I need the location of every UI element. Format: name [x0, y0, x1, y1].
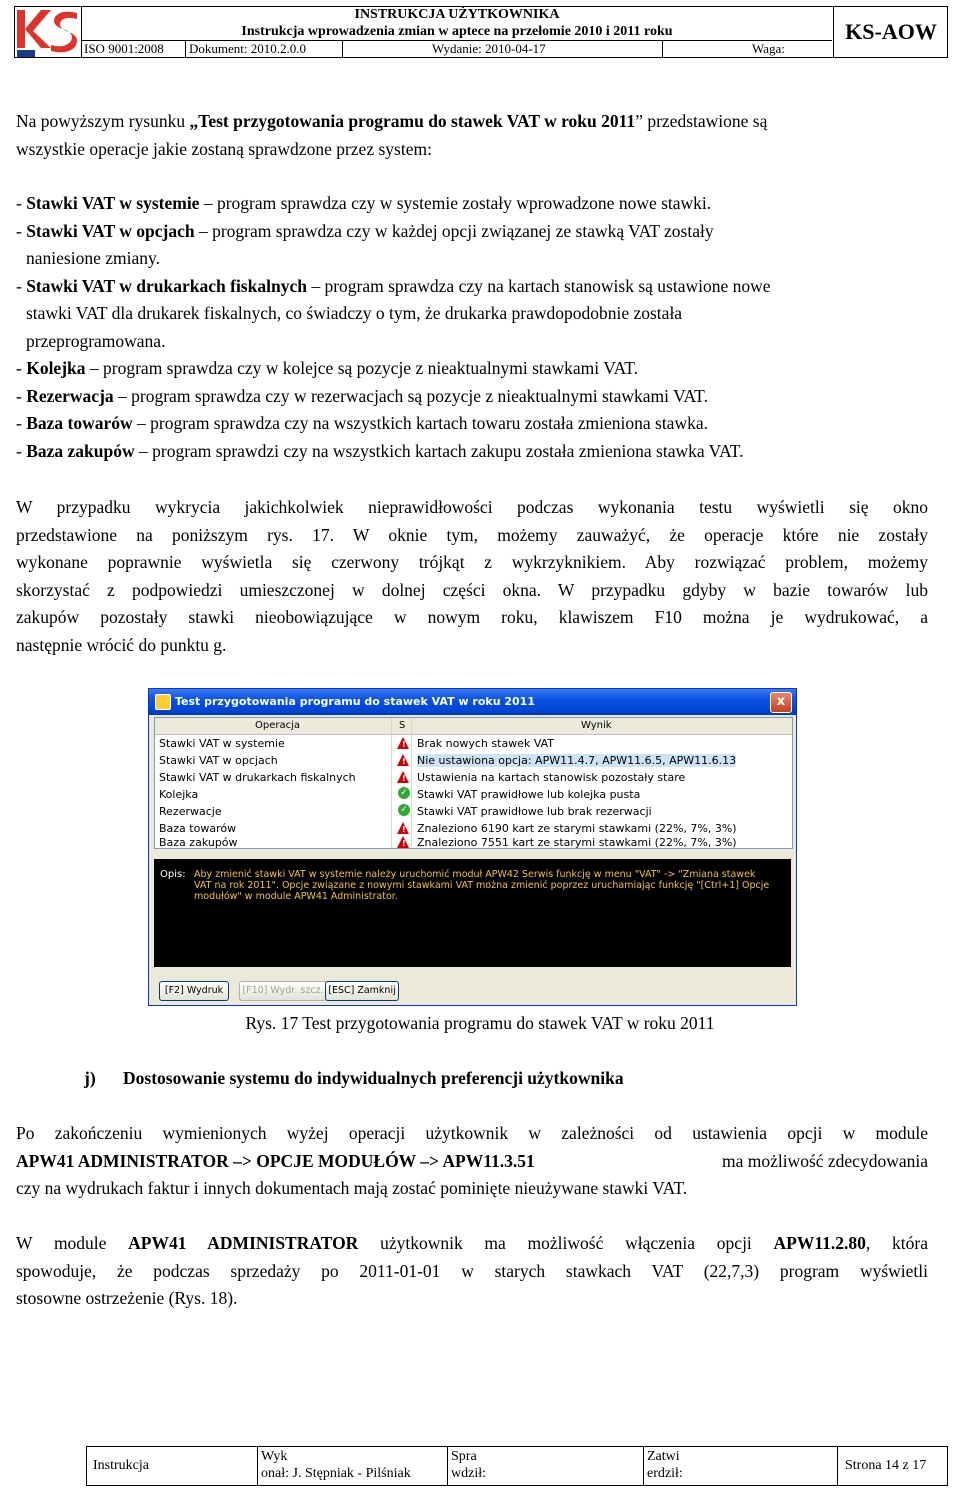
vat-test-window: [148, 688, 797, 1006]
column-header-operation[interactable]: Operacja: [255, 720, 301, 731]
footer-author: onał: J. Stępniak - Pilśniak: [261, 1466, 411, 1481]
paragraph-line: W module APW41 ADMINISTRATOR użytkownik ma możliwość włączenia opcji APW11.2.80, która: [16, 1233, 928, 1253]
row-result: Brak nowych stawek VAT: [417, 737, 555, 750]
list-item: - Baza towarów – program sprawdza czy na wszystkich kartach towaru została zmieniona stawka.: [16, 413, 708, 433]
close-button[interactable]: [ESC] Zamknij: [325, 981, 399, 1001]
row-operation: Baza towarów: [159, 822, 237, 835]
check-icon: ✓: [398, 787, 410, 799]
intro-text: Na powyższym rysunku: [16, 111, 190, 131]
header-meta-row: [82, 40, 832, 58]
description-label: Opis:: [160, 869, 186, 880]
description-text: Aby zmienić stawki VAT w systemie należy uruchomić moduł APW42 Serwis funkcję w menu "VAT" -> "Zmiana stawek VAT na rok 2011". Opcje związane z nowymi stawkami VAT można zmienić poprzez uruchamiając funkcję "[Ctrl+1] Opcje modułów" w module APW41 Administrator.: [194, 869, 770, 902]
list-item: - Rezerwacja – program sprawdza czy w rezerwacjach są pozycje z nieaktualnymi stawkami VAT.: [16, 385, 708, 406]
divider: [185, 41, 186, 58]
page-header: [14, 6, 948, 58]
row-operation: Baza zakupów: [159, 836, 238, 849]
weight-label: Waga:: [752, 41, 785, 56]
intro-line: wszystkie operacje jakie zostaną sprawdzone przez system:: [16, 138, 432, 159]
footer-divider: [447, 1447, 448, 1485]
intro-text-end: ” przedstawione są: [635, 111, 768, 131]
print-button[interactable]: [F2] Wydruk: [159, 981, 229, 1001]
list-item-continuation: stawki VAT dla drukarek fiskalnych, co świadczy o tym, że drukarka prawdopodobnie została: [26, 303, 683, 323]
operations-list: [16, 190, 946, 465]
warning-option-paragraph: [16, 1230, 928, 1313]
table-row[interactable]: [155, 735, 792, 752]
divider: [342, 41, 343, 58]
table-row[interactable]: [155, 786, 792, 803]
row-operation: Kolejka: [159, 788, 199, 801]
list-item: - Kolejka – program sprawdza czy w kolejce są pozycje z nieaktualnymi stawkami VAT.: [16, 358, 639, 378]
section-number: j): [84, 1068, 96, 1088]
results-table: [154, 717, 793, 849]
footer-divider: [257, 1447, 258, 1485]
company-logo: [15, 7, 82, 57]
table-row[interactable]: [155, 769, 792, 786]
paragraph-line: W przypadku wykrycia jakichkolwiek nieprawidłowości podczas wykonania testu wyświetli się okno: [16, 497, 928, 517]
window-titlebar[interactable]: [149, 689, 796, 715]
intro-paragraph: [16, 108, 946, 163]
header-title: INSTRUKCJA UŻYTKOWNIKA: [354, 7, 560, 22]
page-number: Strona 14 z 17: [845, 1458, 927, 1473]
paragraph-line: skorzystać z podpowiedzi umieszczonej w dolnej części okna. W przypadku gdyby w bazie towarów lub: [16, 579, 928, 600]
divider: [662, 41, 663, 58]
warning-icon: !: [397, 754, 409, 766]
paragraph-line: Po zakończeniu wymienionych wyżej operacji użytkownik w zależności od ustawienia opcji w module: [16, 1123, 928, 1143]
row-result: Znaleziono 7551 kart ze starymi stawkami (22%, 7%, 3%): [417, 836, 737, 849]
row-result: Stawki VAT prawidłowe lub brak rezerwacji: [417, 805, 652, 818]
footer-doc: Instrukcja: [93, 1458, 149, 1473]
table-row[interactable]: [155, 752, 792, 769]
close-icon[interactable]: x: [770, 692, 792, 713]
paragraph-line: APW41 ADMINISTRATOR –> OPCJE MODUŁÓW –> APW11.3.51 ma możliwość zdecydowania: [16, 1150, 928, 1171]
paragraph-line: czy na wydrukach faktur i innych dokumentach mają zostać pominięte nieużywane stawki VAT.: [16, 1178, 688, 1198]
list-item: - Baza zakupów – program sprawdzi czy na wszystkich kartach zakupu została zmieniona stawka VAT.: [16, 440, 744, 461]
intro-figure-title: „Test przygotowania programu do stawek VAT w roku 2011: [189, 111, 636, 131]
section-heading: [84, 1065, 944, 1093]
document-code: KS-AOW: [833, 7, 948, 57]
table-row[interactable]: [155, 834, 792, 851]
footer-approved: erdził:: [647, 1466, 683, 1481]
row-operation: Rezerwacje: [159, 805, 222, 818]
list-item-continuation: przeprogramowana.: [26, 330, 166, 351]
warning-icon: !: [397, 822, 409, 834]
figure-caption: Rys. 17 Test przygotowania programu do stawek VAT w roku 2011: [245, 1013, 715, 1033]
list-item: - Stawki VAT w systemie – program sprawdza czy w systemie zostały wprowadzone nowe stawki.: [16, 193, 712, 213]
row-result: Znaleziono 6190 kart ze starymi stawkami (22%, 7%, 3%): [417, 822, 737, 835]
edition-label: Wydanie: 2010-04-17: [432, 41, 546, 56]
check-icon: ✓: [398, 804, 410, 816]
footer-checked: wdził:: [451, 1466, 486, 1481]
warning-icon: !: [397, 737, 409, 749]
row-operation: Stawki VAT w systemie: [159, 737, 285, 750]
footer-divider: [643, 1447, 644, 1485]
window-title: Test przygotowania programu do stawek VAT w roku 2011: [175, 695, 535, 708]
footer-divider: [837, 1447, 838, 1485]
paragraph-line: zakupów pozostały stawki nieobowiązujące w nowym roku, klawiszem F10 można je wydrukować, a: [16, 607, 928, 627]
options-paragraph: [16, 1120, 928, 1203]
document-label: Dokument: 2010.2.0.0: [189, 41, 306, 56]
column-header-status[interactable]: S: [399, 720, 406, 731]
app-icon: [155, 694, 171, 710]
section-title: Dostosowanie systemu do indywidualnych preferencji użytkownika: [123, 1068, 624, 1088]
list-item-continuation: naniesione zmiany.: [26, 248, 160, 268]
paragraph-line: stosowne ostrzeżenie (Rys. 18).: [16, 1288, 238, 1308]
warning-icon: !: [397, 836, 409, 848]
column-header-result[interactable]: Wynik: [581, 720, 612, 731]
page-footer: [86, 1446, 948, 1486]
paragraph-line: następnie wrócić do punktu g.: [16, 634, 227, 655]
row-result: Ustawienia na kartach stanowisk pozostały stare: [417, 771, 686, 784]
paragraph-line: przedstawione na poniższym rys. 17. W oknie tym, możemy zauważyć, że operacje które nie zostały: [16, 524, 928, 545]
description-panel: [154, 859, 791, 967]
row-operation: Stawki VAT w opcjach: [159, 754, 278, 767]
paragraph-line: wykonane poprawnie wyświetla się czerwony trójkąt z wykrzyknikiem. Aby rozwiązać problem, możemy: [16, 552, 928, 572]
list-item: - Stawki VAT w opcjach – program sprawdza czy w każdej opcji związanej ze stawką VAT zostały: [16, 220, 714, 241]
row-result: Nie ustawiona opcja: APW11.4.7, APW11.6.5, APW11.6.13: [417, 754, 737, 767]
row-result: Stawki VAT prawidłowe lub kolejka pusta: [417, 788, 641, 801]
print-details-button[interactable]: [F10] Wydr. szcz.: [239, 981, 327, 1001]
footer-checked-label: Spra: [451, 1449, 477, 1464]
table-header: [155, 718, 792, 735]
paragraph-line: spowoduje, że podczas sprzedaży po 2011-01-01 w starych stawkach VAT (22,7,3) program wyświetli: [16, 1260, 928, 1281]
list-item: - Stawki VAT w drukarkach fiskalnych – program sprawdza czy na kartach stanowisk są ustawione nowe: [16, 275, 771, 296]
error-paragraph: [16, 494, 928, 659]
footer-author-label: Wyk: [261, 1449, 288, 1464]
header-subtitle: Instrukcja wprowadzenia zmian w aptece na przełomie 2010 i 2011 roku: [241, 24, 673, 39]
warning-icon: !: [397, 771, 409, 783]
table-row[interactable]: [155, 803, 792, 820]
row-operation: Stawki VAT w drukarkach fiskalnych: [159, 771, 356, 784]
ks-logo-graphic: [15, 7, 81, 57]
footer-approved-label: Zatwi: [647, 1449, 680, 1464]
iso-label: ISO 9001:2008: [84, 41, 164, 56]
